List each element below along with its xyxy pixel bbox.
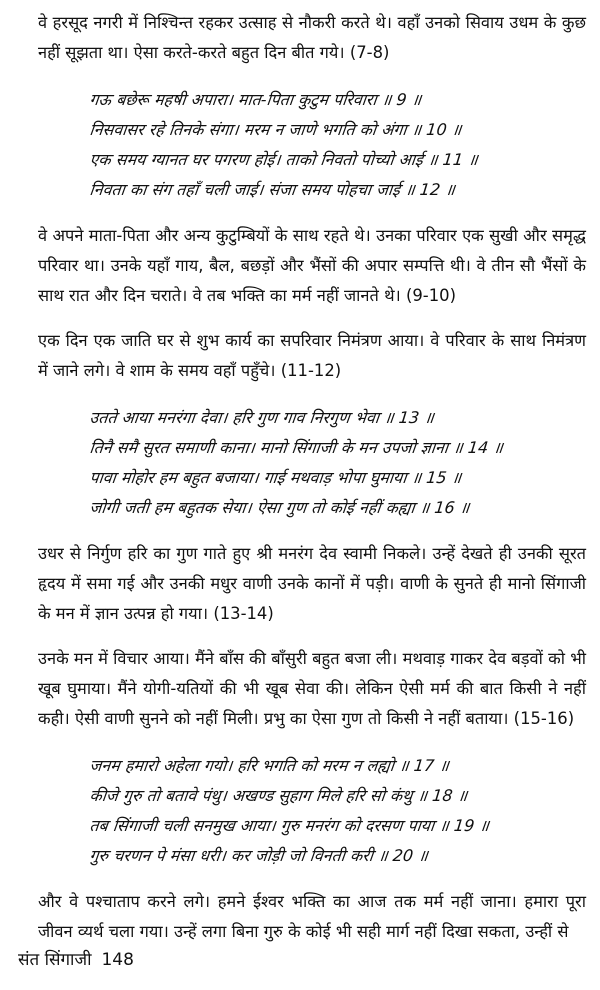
verse-line-17: जनम हमारो अहेला गयो। हरि भगति को मरम न लह्यो ॥ 17 ॥ [88, 756, 450, 775]
verse-block-2 [88, 403, 586, 523]
verse-line-19: तब सिंगाजी चली सनमुख आया। गुरु मनरंग को दरसण पाया ॥ 19 ॥ [88, 816, 491, 835]
verse-line-11: एक समय ग्यानत घर पगरण होई। ताको निवतो पोच्यो आई ॥ 11 ॥ [88, 150, 479, 169]
verse-line-9: गऊ बछेरू महषी अपारा। मात-पिता कुटुम परिवारा ॥ 9 ॥ [88, 90, 423, 109]
verse-block-1 [88, 85, 586, 205]
body-paragraph-3: एक दिन एक जाति घर से शुभ कार्य का सपरिवार निमंत्रण आया। वे परिवार के साथ निमंत्रण में जाने लगे। वे शाम के समय वहाँ पहुँचे। (11-12) [38, 331, 586, 380]
page-number: 148 [101, 950, 134, 970]
body-paragraph-1: वे हरसूद नगरी में निश्चिन्त रहकर उत्साह से नौकरी करते थे। वहाँ उनको सिवाय उधम के कुछ नहीं सूझता था। ऐसा करते-करते बहुत दिन बीत गये। (7-8) [38, 13, 586, 62]
running-title: संत सिंगाजी [18, 950, 92, 970]
verse-line-10: निसवासर रहे तिनके संगा। मरम न जाणे भगति को अंगा ॥ 10 ॥ [88, 120, 463, 139]
body-paragraph-4: उधर से निर्गुण हरि का गुण गाते हुए श्री मनरंग देव स्वामी निकले। उन्हें देखते ही उनकी सूरत हृदय में समा गई और उनकी मधुर वाणी उनके कानों में पड़ी। वाणी के सुनते ही मानो सिंगाजी के मन में ज्ञान उत्पन्न हो गया। (13-14) [38, 544, 586, 623]
verse-line-12: निवता का संग तहाँ चली जाई। संजा समय पोहचा जाई ॥ 12 ॥ [88, 180, 456, 199]
body-paragraph-2: वे अपने माता-पिता और अन्य कुटुम्बियों के साथ रहते थे। उनका परिवार एक सुखी और समृद्ध परिवार था। उनके यहाँ गाय, बैल, बछड़ों और भैंसों की अपार सम्पत्ति थी। वे तीन सौ भैंसों के साथ रात और दिन चराते। वे तब भक्ति का मर्म नहीं जानते थे। (9-10) [38, 226, 586, 305]
body-paragraph-5: उनके मन में विचार आया। मैंने बाँस की बाँसुरी बहुत बजा ली। मथवाड़ गाकर देव बड़वों को भी खूब घुमाया। मैंने योगी-यतियों की भी खूब सेवा की। लेकिन ऐसी मर्म की बात किसी ने नहीं कही। ऐसी वाणी सुनने को नहीं मिली। प्रभु का ऐसा गुण तो किसी ने नहीं बताया। (15-16) [38, 649, 586, 728]
verse-line-16: जोगी जती हम बहुतक सेया। ऐसा गुण तो कोई नहीं कह्या ॥ 16 ॥ [88, 498, 471, 517]
verse-block-3 [88, 751, 586, 871]
page-footer [18, 948, 134, 972]
verse-line-14: तिनै समै सुरत समाणी काना। मानो सिंगाजी के मन उपजो ज्ञाना ॥ 14 ॥ [88, 438, 504, 457]
body-paragraph-6: और वे पश्चाताप करने लगे। हमने ईश्वर भक्ति का आज तक मर्म नहीं जाना। हमारा पूरा जीवन व्यर्थ चला गया। उन्हें लगा बिना गुरु के कोई भी सही मार्ग नहीं दिखा सकता, उन्हीं से [38, 892, 586, 941]
verse-line-13: उतते आया मनरंगा देवा। हरि गुण गाव निरगुण भेवा ॥ 13 ॥ [88, 408, 435, 427]
verse-line-20: गुरु चरणन पे मंसा धरी। कर जोड़ी जो विनती करी ॥ 20 ॥ [88, 846, 429, 865]
verse-line-15: पावा मोहोर हम बहुत बजाया। गाई मथवाड़ भोपा घुमाया ॥ 15 ॥ [88, 468, 463, 487]
verse-line-18: कीजे गुरु तो बतावे पंथु। अखण्ड सुहाग मिले हरि सो कंथु ॥ 18 ॥ [88, 786, 469, 805]
